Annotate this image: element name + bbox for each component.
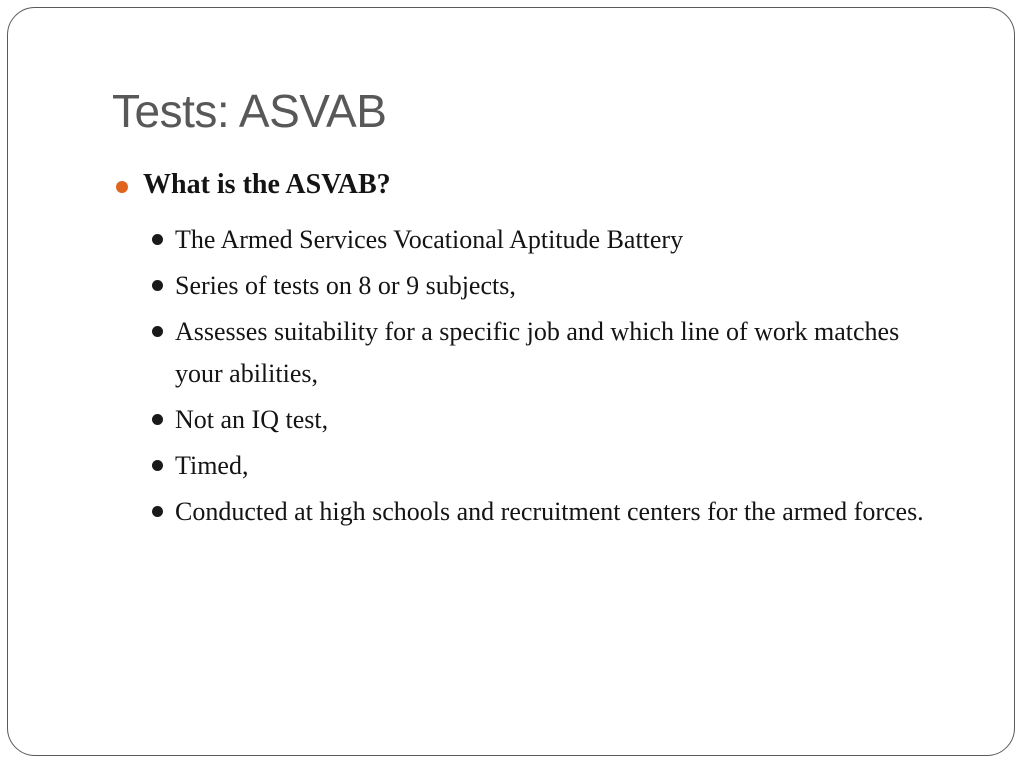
main-bullet	[143, 168, 391, 202]
sub-bullet-text: Assesses suitability for a specific job and which line of work matches your abilities,	[175, 317, 900, 388]
sub-bullet-item	[175, 491, 935, 533]
sub-bullet-item	[175, 399, 935, 441]
sub-bullet-text: Not an IQ test,	[175, 405, 329, 434]
sub-bullet-text: Series of tests on 8 or 9 subjects,	[175, 271, 516, 300]
sub-bullet-item	[175, 445, 935, 487]
main-bullet-text: What is the ASVAB?	[143, 169, 391, 200]
bullet-dot-icon	[152, 414, 163, 425]
bullet-dot-icon	[152, 326, 163, 337]
bullet-dot-icon	[116, 181, 128, 193]
sub-bullet-item	[175, 219, 935, 261]
bullet-dot-icon	[152, 506, 163, 517]
sub-bullet-list	[175, 219, 935, 537]
sub-bullet-text: The Armed Services Vocational Aptitude Battery	[175, 225, 684, 254]
sub-bullet-text: Timed,	[175, 451, 249, 480]
sub-bullet-item	[175, 311, 935, 395]
bullet-dot-icon	[152, 280, 163, 291]
sub-bullet-item	[175, 265, 935, 307]
sub-bullet-text: Conducted at high schools and recruitment centers for the armed forces.	[175, 497, 924, 526]
bullet-dot-icon	[152, 234, 163, 245]
slide-title: Tests: ASVAB	[112, 85, 387, 137]
bullet-dot-icon	[152, 460, 163, 471]
